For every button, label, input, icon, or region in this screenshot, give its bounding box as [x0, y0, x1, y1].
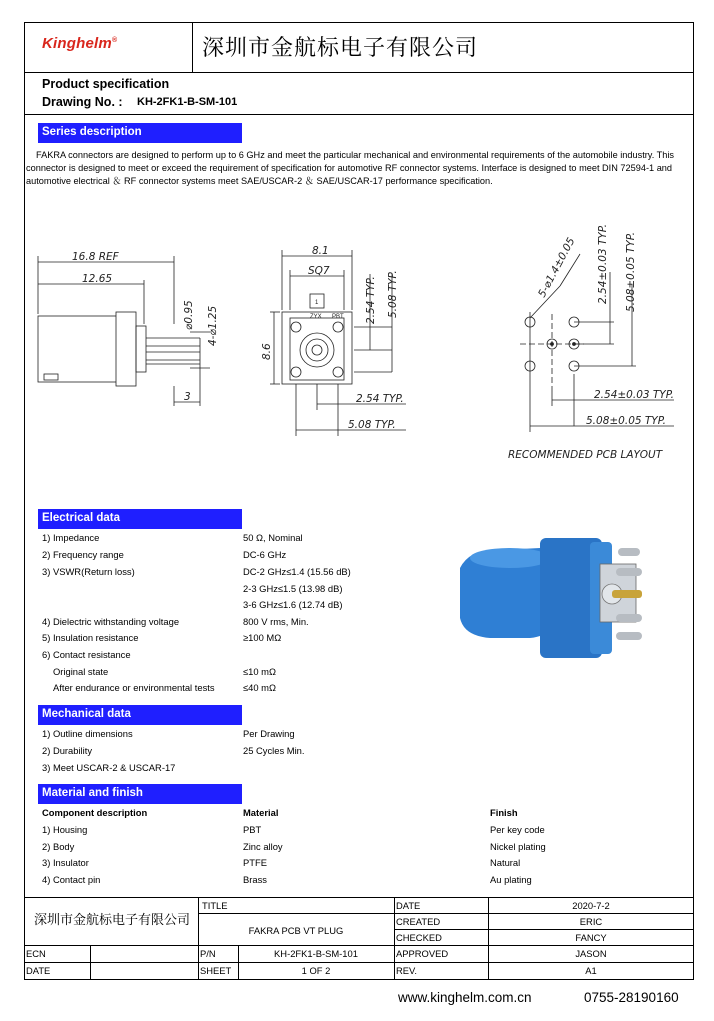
electrical-row-value: 2-3 GHz≤1.5 (13.98 dB): [243, 583, 343, 594]
dim-holes: 5-⌀1.4±0.05: [536, 235, 578, 300]
mechanical-data-heading: Mechanical data: [38, 705, 242, 725]
material-cell: 2) Body: [42, 840, 75, 852]
dim-pcb-v1: 2.54±0.03 TYP.: [597, 224, 609, 304]
date2-label: DATE: [26, 965, 51, 976]
side-view: [38, 256, 210, 406]
title-label: TITLE: [202, 900, 228, 911]
electrical-data-heading: Electrical data: [38, 509, 242, 529]
dim-d1: ⌀0.95: [183, 300, 195, 330]
electrical-row-value: DC-6 GHz: [243, 549, 287, 560]
kinghelm-logo: Kinghelm®: [42, 35, 118, 52]
company-name: 深圳市金航标电子有限公司: [202, 36, 479, 61]
created-label: CREATED: [396, 916, 441, 927]
electrical-row-value: ≥100 MΩ: [243, 632, 282, 643]
ecn-label: ECN: [26, 948, 46, 959]
pcb-caption: RECOMMENDED PCB LAYOUT: [508, 449, 663, 461]
approved-label: APPROVED: [396, 948, 449, 959]
connector-image: [440, 528, 655, 668]
material-cell: Nickel plating: [490, 840, 546, 852]
material-cell: 3) Insulator: [42, 857, 89, 869]
dim-typ2: 5.08 TYP.: [387, 270, 399, 318]
material-cell: Per key code: [490, 824, 545, 835]
dim-pin: 3: [184, 391, 191, 403]
electrical-row-label: 6) Contact resistance: [42, 649, 131, 660]
checked-value: FANCY: [575, 932, 607, 943]
mechanical-row-label: 1) Outline dimensions: [42, 728, 133, 739]
electrical-row-value: ≤40 mΩ: [243, 682, 276, 693]
electrical-row-label: 3) VSWR(Return loss): [42, 566, 135, 577]
header-divider: [192, 22, 193, 72]
header-rule-2: [24, 114, 694, 115]
dim-width: 8.1: [312, 245, 329, 257]
date-label: DATE: [396, 900, 421, 911]
dim-pcb-h2: 5.08±0.05 TYP.: [586, 415, 666, 427]
front-mark: 1: [315, 300, 319, 306]
dim-pcb-v2: 5.08±0.05 TYP.: [625, 232, 637, 312]
dim-d2: 4-⌀1.25: [207, 305, 219, 346]
material-cell: PTFE: [243, 857, 267, 869]
electrical-row-label: 1) Impedance: [42, 532, 100, 543]
electrical-row-label: After endurance or environmental tests: [53, 682, 215, 693]
rev-value: A1: [585, 965, 597, 976]
sheet-value: 1 OF 2: [301, 965, 331, 976]
technical-drawing: [24, 214, 694, 504]
material-cell: 1) Housing: [42, 824, 88, 835]
front-zyx: ZYX: [310, 314, 322, 320]
drawing-number: KH-2FK1-B-SM-101: [137, 96, 238, 108]
titleblock-top: [24, 897, 694, 898]
dim-length: 12.65: [82, 273, 113, 285]
sheet-label: SHEET: [200, 965, 232, 976]
footer-phone: 0755-28190160: [584, 990, 679, 1005]
title-value: FAKRA PCB VT PLUG: [248, 925, 344, 936]
created-value: ERIC: [579, 916, 603, 927]
dim-btyp2: 5.08 TYP.: [348, 419, 396, 431]
material-header: Finish: [490, 807, 518, 818]
approved-value: JASON: [575, 948, 607, 959]
titleblock-company: 深圳市金航标电子有限公司: [34, 913, 191, 928]
electrical-row-label: 5) Insulation resistance: [42, 632, 139, 643]
material-header: Component description: [42, 807, 148, 818]
series-description-heading: Series description: [38, 123, 242, 143]
material-cell: 4) Contact pin: [42, 874, 101, 886]
dim-height: 8.6: [261, 343, 273, 360]
dim-typ1: 2.54 TYP.: [365, 276, 377, 324]
material-cell: Brass: [243, 874, 267, 886]
dim-ref: 16.8 REF: [72, 251, 119, 263]
pn-label: P/N: [200, 948, 216, 959]
electrical-row-label: Original state: [53, 666, 109, 677]
spec-title: Product specification: [42, 77, 170, 91]
electrical-row-label: 4) Dielectric withstanding voltage: [42, 616, 180, 627]
material-finish-heading: Material and finish: [38, 784, 242, 804]
date-value: 2020-7-2: [572, 900, 610, 911]
material-cell: Zinc alloy: [243, 840, 283, 852]
rev-label: REV.: [396, 965, 418, 976]
checked-label: CHECKED: [396, 932, 442, 943]
front-view: [270, 250, 406, 436]
mechanical-row-value: Per Drawing: [243, 728, 295, 739]
dim-sq: SQ7: [308, 265, 330, 277]
electrical-row-value: 3-6 GHz≤1.6 (12.74 dB): [243, 599, 343, 610]
mechanical-row-label: 3) Meet USCAR-2 & USCAR-17: [42, 762, 176, 773]
mechanical-row-label: 2) Durability: [42, 745, 93, 756]
material-cell: PBT: [243, 824, 262, 835]
front-pbt: PBT: [332, 314, 344, 320]
series-description-text: FAKRA connectors are designed to perform up to 6 GHz and meet the particular mechanical and environmental requirements of the automobile industry. This connector is designed to meet or exceed the requirement of specification for automotive RF connector systems. Interface is designed to meet DIN 72594-1 and automotive electrical ＆ RF connector systems meet SAE/USCAR-2 ＆ SAE/USCAR-17 performance specification.: [26, 150, 675, 186]
dim-pcb-h1: 2.54±0.03 TYP.: [594, 389, 674, 401]
material-cell: Au plating: [490, 874, 532, 886]
dim-btyp1: 2.54 TYP.: [356, 393, 404, 405]
material-cell: Natural: [490, 857, 521, 869]
drawing-label: Drawing No. :: [42, 95, 123, 109]
electrical-row-value: 800 V rms, Min.: [243, 616, 309, 627]
footer-website[interactable]: www.kinghelm.com.cn: [398, 990, 532, 1005]
material-header: Material: [243, 807, 279, 818]
electrical-row-value: 50 Ω, Nominal: [243, 532, 303, 543]
header-rule: [24, 72, 694, 73]
pn-value: KH-2FK1-B-SM-101: [274, 948, 358, 959]
electrical-row-label: 2) Frequency range: [42, 549, 124, 560]
electrical-row-value: DC-2 GHz≤1.4 (15.56 dB): [243, 566, 351, 577]
electrical-row-value: ≤10 mΩ: [243, 666, 276, 677]
mechanical-row-value: 25 Cycles Min.: [243, 745, 305, 756]
